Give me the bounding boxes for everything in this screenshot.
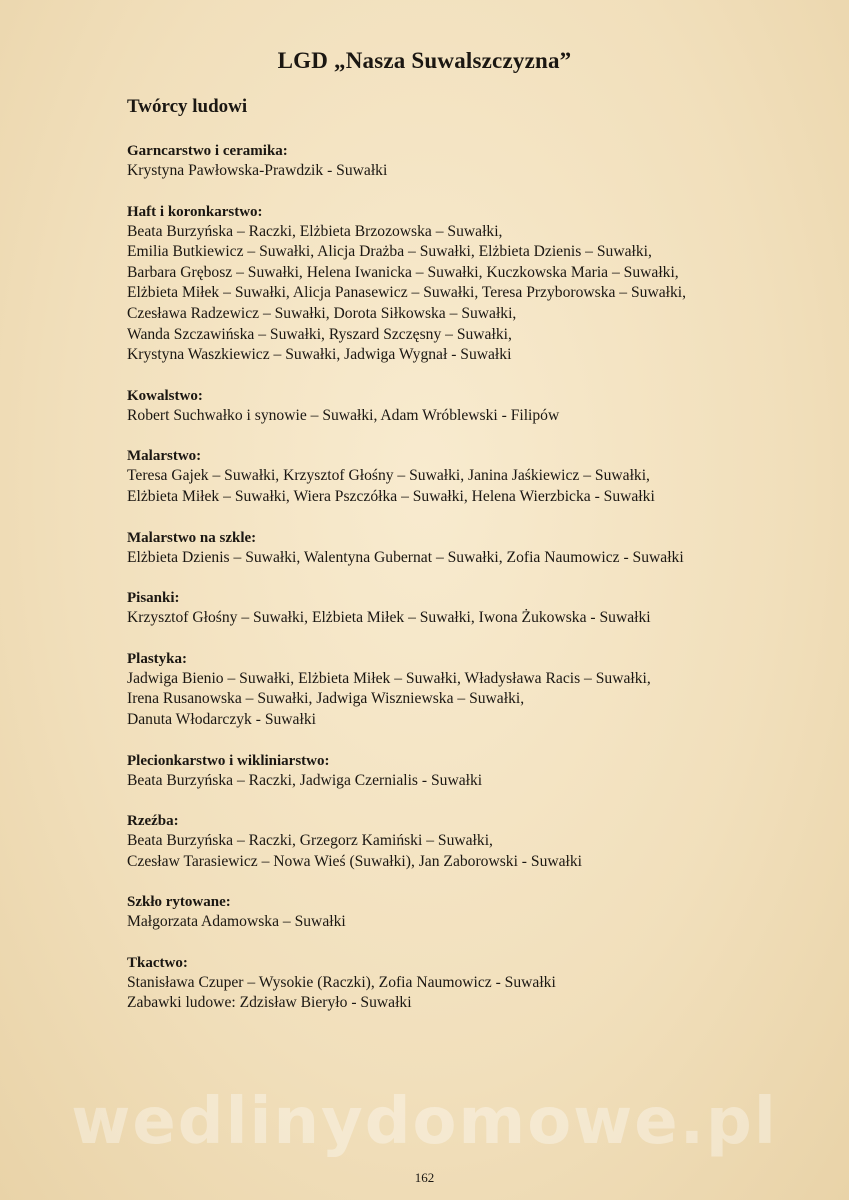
- category-title: Kowalstwo:: [127, 387, 203, 404]
- category-title: Plastyka:: [127, 650, 187, 667]
- category-entry-line: Krzysztof Głośny – Suwałki, Elżbieta Miłek – Suwałki, Iwona Żukowska - Suwałki: [127, 609, 651, 627]
- category-entry-line: Jadwiga Bienio – Suwałki, Elżbieta Miłek – Suwałki, Władysława Racis – Suwałki,: [127, 669, 651, 687]
- category-entry-line: Krystyna Waszkiewicz – Suwałki, Jadwiga Wygnał - Suwałki: [127, 346, 512, 364]
- category-title: Rzeźba:: [127, 813, 179, 830]
- category-entry-line: Beata Burzyńska – Raczki, Jadwiga Czernialis - Suwałki: [127, 771, 483, 789]
- category-title: Tkactwo:: [127, 954, 188, 971]
- category-title: Szkło rytowane:: [127, 894, 231, 911]
- category-entry-line: Danuta Włodarczyk - Suwałki: [127, 710, 316, 728]
- section-heading: Twórcy ludowi: [127, 96, 248, 117]
- categories-list: [127, 141, 737, 1034]
- category-block: [127, 953, 737, 1014]
- category-entry-line: Robert Suchwałko i synowie – Suwałki, Adam Wróblewski - Filipów: [127, 406, 560, 424]
- category-title: Malarstwo:: [127, 448, 202, 465]
- category-block: [127, 649, 737, 731]
- category-block: [127, 588, 737, 629]
- category-entry-line: Teresa Gajek – Suwałki, Krzysztof Głośny – Suwałki, Janina Jaśkiewicz – Suwałki,: [127, 467, 650, 485]
- category-entry-line: Wanda Szczawińska – Suwałki, Ryszard Szczęsny – Suwałki,: [127, 325, 512, 343]
- category-block: [127, 811, 737, 872]
- category-block: [127, 386, 737, 427]
- category-entry-line: Beata Burzyńska – Raczki, Grzegorz Kamiński – Suwałki,: [127, 832, 493, 850]
- category-entry-line: Małgorzata Adamowska – Suwałki: [127, 913, 346, 931]
- category-entry-line: Zabawki ludowe: Zdzisław Bieryło - Suwałki: [127, 994, 412, 1012]
- category-block: [127, 202, 737, 366]
- category-block: [127, 528, 737, 569]
- category-entry-line: Barbara Grębosz – Suwałki, Helena Iwanicka – Suwałki, Kuczkowska Maria – Suwałki,: [127, 263, 679, 281]
- category-block: [127, 751, 737, 792]
- category-entry-line: Elżbieta Dzienis – Suwałki, Walentyna Gubernat – Suwałki, Zofia Naumowicz - Suwałki: [127, 548, 684, 566]
- category-title: Malarstwo na szkle:: [127, 529, 257, 546]
- category-entry-line: Czesław Tarasiewicz – Nowa Wieś (Suwałki), Jan Zaborowski - Suwałki: [127, 852, 583, 870]
- category-block: [127, 892, 737, 933]
- category-block: [127, 446, 737, 507]
- category-entry-line: Emilia Butkiewicz – Suwałki, Alicja Drażba – Suwałki, Elżbieta Dzienis – Suwałki,: [127, 243, 652, 261]
- category-title: Garncarstwo i ceramika:: [127, 143, 288, 159]
- category-entry-line: Stanisława Czuper – Wysokie (Raczki), Zofia Naumowicz - Suwałki: [127, 973, 556, 991]
- page-title: LGD „Nasza Suwalszczyzna”: [277, 48, 572, 73]
- category-entry-line: Krystyna Pawłowska-Prawdzik - Suwałki: [127, 162, 388, 179]
- category-block: [127, 141, 737, 182]
- category-entry-line: Irena Rusanowska – Suwałki, Jadwiga Wiszniewska – Suwałki,: [127, 690, 525, 708]
- page-number: 162: [414, 1170, 435, 1185]
- category-title: Pisanki:: [127, 590, 180, 607]
- category-entry-line: Beata Burzyńska – Raczki, Elżbieta Brzozowska – Suwałki,: [127, 222, 503, 240]
- category-entry-line: Elżbieta Miłek – Suwałki, Wiera Pszczółka – Suwałki, Helena Wierzbicka - Suwałki: [127, 487, 655, 505]
- category-entry-line: Czesława Radzewicz – Suwałki, Dorota Siłkowska – Suwałki,: [127, 304, 517, 322]
- category-entry-line: Elżbieta Miłek – Suwałki, Alicja Panasewicz – Suwałki, Teresa Przyborowska – Suwałki,: [127, 284, 687, 302]
- watermark: wedlinydomowe.pl: [71, 1085, 778, 1159]
- category-title: Haft i koronkarstwo:: [127, 203, 263, 220]
- category-title: Plecionkarstwo i wikliniarstwo:: [127, 752, 330, 769]
